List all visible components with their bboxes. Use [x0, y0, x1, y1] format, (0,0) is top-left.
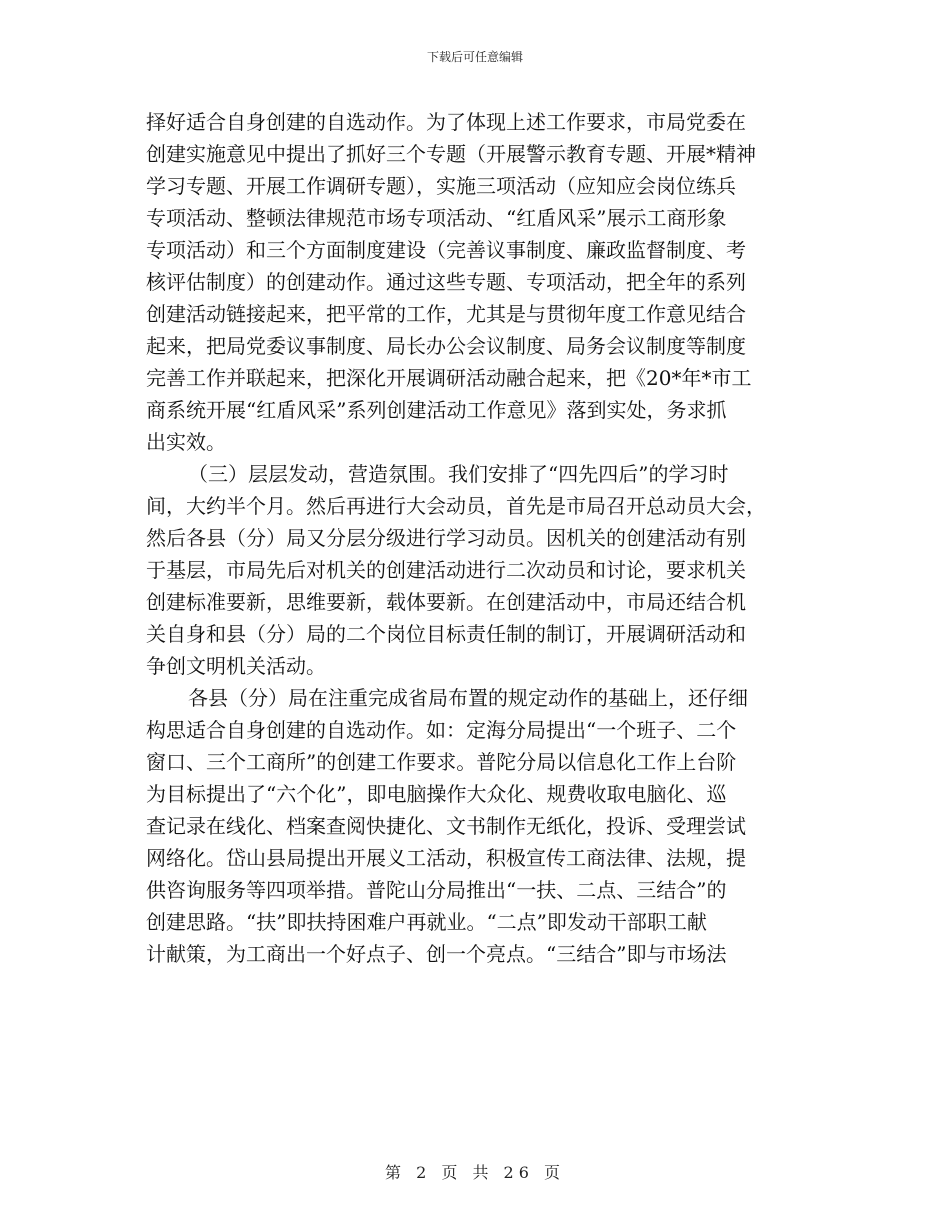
paragraph-start-line: （三）层层发动，营造氛围。我们安排了“四先四后”的学习时	[188, 462, 729, 486]
page-header: 下载后可任意编辑	[426, 50, 523, 64]
text-line: 核评估制度）的创建动作。通过这些专题、专项活动，把全年的系列	[146, 270, 746, 294]
text-line: 专项活动）和三个方面制度建设（完善议事制度、廉政监督制度、考	[146, 238, 746, 262]
text-line: 学习专题、开展工作调研专题），实施三项活动（应知应会岗位练兵	[146, 174, 736, 198]
text-line: 争创文明机关活动。	[146, 654, 326, 678]
text-line: 择好适合自身创建的自选动作。为了体现上述工作要求，市局党委在	[146, 110, 746, 134]
text-line: 关自身和县（分）局的二个岗位目标责任制的制订，开展调研活动和	[146, 622, 746, 646]
text-line: 间，大约半个月。然后再进行大会动员，首先是市局召开总动员大会，	[146, 494, 766, 518]
text-line: 专项活动、整顿法律规范市场专项活动、“红盾风采”展示工商形象	[146, 206, 727, 230]
text-line: 然后各县（分）局又分层分级进行学习动员。因机关的创建活动有别	[146, 526, 746, 550]
document-body	[146, 106, 806, 970]
text-line: 出实效。	[146, 430, 226, 454]
paragraph-start-line: 各县（分）局在注重完成省局布置的规定动作的基础上，还仔细	[188, 686, 748, 710]
text-line: 创建思路。“扶”即扶持困难户再就业。“二点”即发动干部职工献	[146, 910, 707, 934]
text-line: 完善工作并联起来，把深化开展调研活动融合起来，把《20*年*市工	[146, 366, 752, 390]
page-number-footer: 第 2 页 共 26 页	[385, 1163, 565, 1182]
text-line: 于基层，市局先后对机关的创建活动进行二次动员和讨论，要求机关	[146, 558, 746, 582]
text-line: 为目标提出了“六个化”，即电脑操作大众化、规费收取电脑化、巡	[146, 782, 727, 806]
text-line: 起来，把局党委议事制度、局长办公会议制度、局务会议制度等制度	[146, 334, 746, 358]
text-line: 创建活动链接起来，把平常的工作，尤其是与贯彻年度工作意见结合	[146, 302, 746, 326]
text-line: 商系统开展“红盾风采”系列创建活动工作意见》落到实处，务求抓	[146, 398, 727, 422]
text-line: 供咨询服务等四项举措。普陀山分局推出“一扶、二点、三结合”的	[146, 878, 727, 902]
text-line: 创建标准要新，思维要新，载体要新。在创建活动中，市局还结合机	[146, 590, 746, 614]
text-line: 查记录在线化、档案查阅快捷化、文书制作无纸化，投诉、受理尝试	[146, 814, 746, 838]
text-line: 创建实施意见中提出了抓好三个专题（开展警示教育专题、开展*精神	[146, 142, 756, 166]
text-line: 窗口、三个工商所”的创建工作要求。普陀分局以信息化工作上台阶	[146, 750, 737, 774]
text-line: 计献策，为工商出一个好点子、创一个亮点。“三结合”即与市场法	[146, 942, 727, 966]
text-line: 构思适合自身创建的自选动作。如：定海分局提出“一个班子、二个	[146, 718, 737, 742]
text-line: 网络化。岱山县局提出开展义工活动，积极宣传工商法律、法规，提	[146, 846, 746, 870]
